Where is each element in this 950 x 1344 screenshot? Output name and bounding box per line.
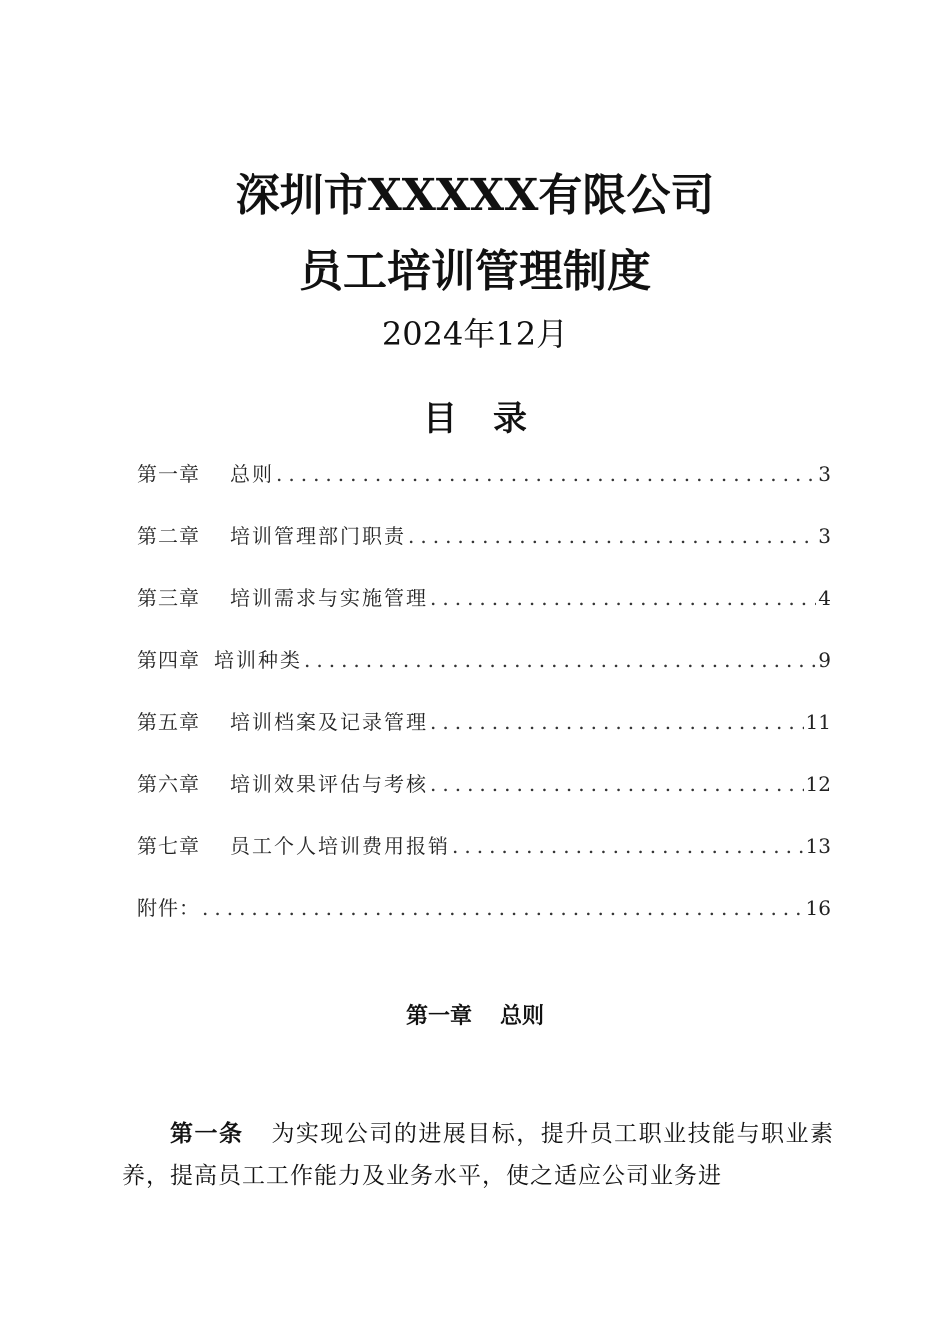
toc-leader-dots [408,518,816,554]
toc-chapter-title: 培训种类 [214,648,302,672]
article-text: 为实现公司的进展目标，提升员工职业技能与职业素养，提高员工工作能力及业务水平，使之适应公司业务进 [122,1121,835,1189]
toc-item[interactable] [137,704,831,766]
toc-chapter-number: 第七章 [137,834,200,858]
toc-chapter-title: 总则 [230,462,274,486]
toc-page-number: 16 [805,896,831,920]
toc-leader-dots [276,456,816,492]
toc-chapter-number: 第二章 [137,524,200,548]
toc-leader-dots [430,580,816,616]
toc-chapter-number: 第五章 [137,710,200,734]
toc-leader-dots [202,890,804,926]
toc-page-number: 12 [805,772,831,796]
article-paragraph [122,1113,834,1197]
toc-leader-dots [452,828,804,864]
toc-leader-dots [430,766,804,802]
chapter-number: 第一章 [405,1003,472,1029]
toc-heading: 目录 [423,399,563,439]
toc-leader-dots [430,704,804,740]
toc-chapter-title: 培训管理部门职责 [230,524,406,548]
chapter-name: 总则 [500,1003,545,1029]
toc-page-number: 11 [805,710,831,734]
chapter-heading [0,1000,950,1032]
toc-leader-dots [304,642,816,678]
toc-page-number: 13 [805,834,831,858]
company-title: 深圳市XXXXX有限公司 [235,170,715,221]
article-label: 第一条 [170,1120,244,1147]
toc-item[interactable] [137,766,831,828]
toc-page-number: 3 [818,524,831,548]
toc-item[interactable] [137,518,831,580]
toc-item[interactable] [137,642,831,704]
document-date: 2024年12月 [381,315,569,353]
toc-chapter-title: 培训效果评估与考核 [230,772,428,796]
toc-page-number: 9 [818,648,831,672]
document-title: 员工培训管理制度 [299,246,651,297]
toc-page-number: 3 [818,462,831,486]
toc-page-number: 4 [818,586,831,610]
toc-chapter-number: 第六章 [137,772,200,796]
toc-chapter-title: 培训需求与实施管理 [230,586,428,610]
toc-chapter-number: 第一章 [137,462,200,486]
toc-item[interactable] [137,456,831,518]
toc-chapter-title: 员工个人培训费用报销 [230,834,450,858]
toc-chapter-title: 培训档案及记录管理 [230,710,428,734]
toc-item[interactable] [137,890,831,952]
table-of-contents [137,456,831,952]
toc-chapter-number: 第三章 [137,586,200,610]
toc-chapter-number: 第四章 [137,648,200,672]
toc-chapter-number: 附件： [137,896,200,920]
toc-item[interactable] [137,828,831,890]
toc-item[interactable] [137,580,831,642]
